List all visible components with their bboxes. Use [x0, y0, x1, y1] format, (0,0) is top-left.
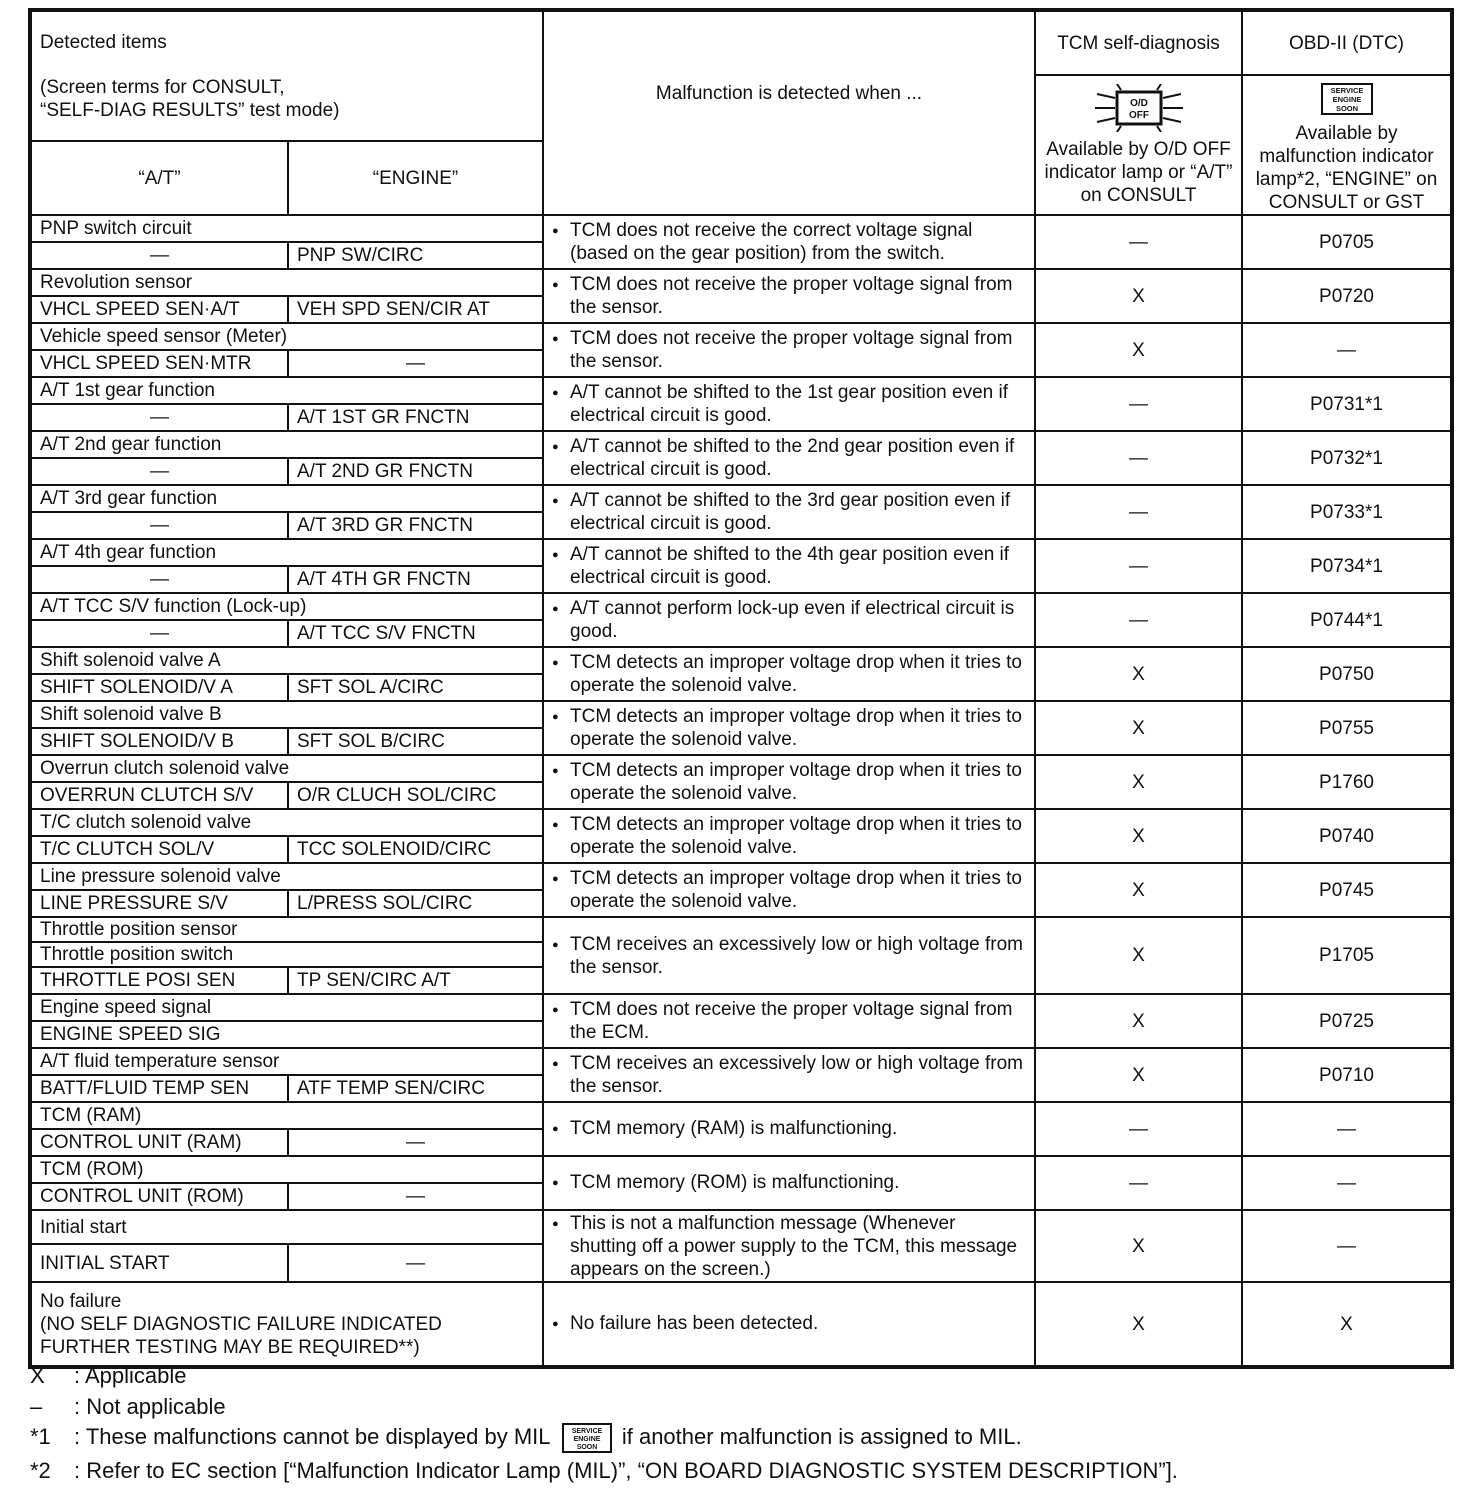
tcm-value: X [1035, 1282, 1242, 1367]
tcm-value: X [1035, 809, 1242, 863]
at-term: — [30, 512, 288, 539]
item-name: Vehicle speed sensor (Meter) [30, 323, 543, 350]
malfunction-text: No failure has been detected. [570, 1313, 819, 1334]
malfunction-cell [543, 994, 1035, 1048]
engine-term: VEH SPD SEN/CIR AT [288, 296, 543, 323]
table-row [30, 593, 1452, 620]
malfunction-cell [543, 323, 1035, 377]
malfunction-cell [543, 917, 1035, 994]
service-engine-soon-icon [562, 1423, 612, 1453]
malfunction-text: TCM does not receive the correct voltage signal (based on the gear position) from the switch. [570, 220, 973, 264]
engine-term: PNP SW/CIRC [288, 242, 543, 269]
obd-value: — [1242, 1156, 1452, 1210]
malfunction-cell [543, 809, 1035, 863]
malfunction-cell [543, 377, 1035, 431]
obd-value: P0732*1 [1242, 431, 1452, 485]
svg-text:ENGINE: ENGINE [573, 1436, 601, 1443]
obd-value: P0731*1 [1242, 377, 1452, 431]
at-term: — [30, 458, 288, 485]
malfunction-text: TCM memory (ROM) is malfunctioning. [570, 1172, 900, 1193]
table-row [30, 809, 1452, 836]
malfunction-cell [543, 215, 1035, 269]
obd-value: P1705 [1242, 917, 1452, 994]
svg-text:SERVICE: SERVICE [571, 1428, 603, 1435]
malfunction-text: A/T cannot be shifted to the 2nd gear position even if electrical circuit is good. [570, 436, 1015, 480]
no-failure-line: No failure [40, 1290, 122, 1312]
span-term: ENGINE SPEED SIG [30, 1021, 543, 1048]
malfunction-text: A/T cannot be shifted to the 1st gear position even if electrical circuit is good. [570, 382, 1008, 426]
tcm-value: X [1035, 323, 1242, 377]
bullet-icon: ● [552, 441, 559, 453]
table-row [30, 1102, 1452, 1129]
tcm-value: X [1035, 917, 1242, 994]
at-term: VHCL SPEED SEN·A/T [30, 296, 288, 323]
engine-term: TP SEN/CIRC A/T [288, 967, 543, 994]
tcm-self-diag-header: TCM self-diagnosis [1035, 10, 1242, 75]
tcm-value: X [1035, 755, 1242, 809]
engine-term: A/T 4TH GR FNCTN [288, 566, 543, 593]
obd-lamp-cell [1242, 75, 1452, 215]
no-failure-line: (NO SELF DIAGNOSTIC FAILURE INDICATED [40, 1313, 442, 1335]
tcm-lamp-cell [1035, 75, 1242, 215]
malfunction-cell [543, 593, 1035, 647]
od-off-lamp-icon [1091, 84, 1187, 132]
engine-term: A/T 3RD GR FNCTN [288, 512, 543, 539]
malfunction-text: TCM does not receive the proper voltage signal from the sensor. [570, 328, 1013, 372]
obd-header: OBD-II (DTC) [1242, 10, 1452, 75]
svg-text:O/D: O/D [1129, 98, 1148, 109]
tcm-value: — [1035, 539, 1242, 593]
table-row [30, 485, 1452, 512]
at-term: T/C CLUTCH SOL/V [30, 836, 288, 863]
malfunction-text: A/T cannot be shifted to the 3rd gear position even if electrical circuit is good. [570, 490, 1011, 534]
item-name: Engine speed signal [30, 994, 543, 1021]
malfunction-text: TCM receives an excessively low or high voltage from the sensor. [570, 933, 1024, 978]
tcm-desc: Available by O/D OFF indicator lamp or “A/T” on CONSULT [1044, 139, 1233, 206]
tcm-value: X [1035, 1048, 1242, 1102]
bullet-icon: ● [552, 765, 559, 777]
detected-items-label: Detected items [40, 31, 167, 53]
tcm-value: — [1035, 1156, 1242, 1210]
tcm-value: — [1035, 593, 1242, 647]
at-term: — [30, 242, 288, 269]
table-row [30, 863, 1452, 890]
at-term: CONTROL UNIT (ROM) [30, 1183, 288, 1210]
at-term: — [30, 404, 288, 431]
diagnosis-table [28, 8, 1454, 1369]
col-at-header: “A/T” [30, 141, 288, 215]
obd-value: P0725 [1242, 994, 1452, 1048]
item-name: A/T 4th gear function [30, 539, 543, 566]
bullet-icon: ● [552, 1004, 559, 1016]
malfunction-cell [543, 1282, 1035, 1367]
malfunction-text: A/T cannot perform lock-up even if electrical circuit is good. [570, 598, 1015, 642]
malfunction-text: TCM receives an excessively low or high voltage from the sensor. [570, 1053, 1024, 1097]
at-term: — [30, 620, 288, 647]
engine-term: — [288, 1129, 543, 1156]
bullet-icon: ● [552, 333, 559, 345]
obd-value: — [1242, 1210, 1452, 1282]
malfunction-cell [543, 701, 1035, 755]
tcm-value: X [1035, 647, 1242, 701]
engine-term: SFT SOL B/CIRC [288, 728, 543, 755]
legend-note-1: *1 : These malfunctions cannot be displayed by MIL SERVICE ENGINE SOON if another malfunction is assigned to MIL. [30, 1423, 1022, 1451]
engine-term: ATF TEMP SEN/CIRC [288, 1075, 543, 1102]
svg-text:SOON: SOON [576, 1444, 598, 1451]
malfunction-cell [543, 539, 1035, 593]
bullet-icon: ● [552, 279, 559, 291]
obd-value: P0744*1 [1242, 593, 1452, 647]
table-row [30, 1282, 1452, 1367]
service-engine-soon-icon [1320, 82, 1374, 116]
table-row [30, 755, 1452, 782]
legend-note-2: *2 : Refer to EC section [“Malfunction Indicator Lamp (MIL)”, “ON BOARD DIAGNOSTIC SYSTEM DESCRIPTION”]. [30, 1458, 1178, 1483]
engine-term: — [288, 350, 543, 377]
bullet-icon: ● [552, 819, 559, 831]
no-failure-line: FURTHER TESTING MAY BE REQUIRED**) [40, 1336, 420, 1358]
svg-text:SOON: SOON [1335, 104, 1358, 113]
malfunction-cell [543, 431, 1035, 485]
malfunction-text: TCM detects an improper voltage drop when it tries to operate the solenoid valve. [570, 868, 1022, 912]
bullet-icon: ● [552, 1058, 559, 1070]
table-row [30, 647, 1452, 674]
obd-value: P0755 [1242, 701, 1452, 755]
legend-applicable: X : Applicable [30, 1363, 187, 1388]
obd-value: P0733*1 [1242, 485, 1452, 539]
bullet-icon: ● [552, 1318, 559, 1330]
tcm-value: — [1035, 485, 1242, 539]
at-term: OVERRUN CLUTCH S/V [30, 782, 288, 809]
at-term: INITIAL START [30, 1244, 288, 1282]
malfunction-text: TCM detects an improper voltage drop when it tries to operate the solenoid valve. [570, 814, 1022, 858]
malfunction-cell [543, 269, 1035, 323]
tcm-value: X [1035, 994, 1242, 1048]
legend-not-applicable: – : Not applicable [30, 1394, 226, 1419]
bullet-icon: ● [552, 873, 559, 885]
no-failure-item [30, 1282, 543, 1367]
svg-text:OFF: OFF [1128, 110, 1149, 121]
bullet-icon: ● [552, 603, 559, 615]
tcm-value: X [1035, 863, 1242, 917]
obd-value: P0745 [1242, 863, 1452, 917]
malfunction-text: TCM detects an improper voltage drop when it tries to operate the solenoid valve. [570, 760, 1022, 804]
table-row [30, 431, 1452, 458]
tcm-value: — [1035, 377, 1242, 431]
screen-terms-label: (Screen terms for CONSULT, [40, 76, 285, 98]
malfunction-cell [543, 863, 1035, 917]
engine-term: — [288, 1244, 543, 1282]
malfunction-text: TCM memory (RAM) is malfunctioning. [570, 1118, 898, 1139]
table-row [30, 539, 1452, 566]
item-name: A/T fluid temperature sensor [30, 1048, 543, 1075]
malfunction-text: TCM detects an improper voltage drop when it tries to operate the solenoid valve. [570, 652, 1022, 696]
item-name: TCM (RAM) [30, 1102, 543, 1129]
malfunction-cell [543, 1210, 1035, 1282]
bullet-icon: ● [552, 711, 559, 723]
malfunction-text: This is not a malfunction message (Whenever shutting off a power supply to the TCM, this message appears on the screen.) [570, 1212, 1018, 1280]
malfunction-text: A/T cannot be shifted to the 4th gear position even if electrical circuit is good. [570, 544, 1010, 588]
item-name: A/T TCC S/V function (Lock-up) [30, 593, 543, 620]
table-row [30, 701, 1452, 728]
obd-value: P0740 [1242, 809, 1452, 863]
svg-text:SERVICE: SERVICE [1330, 86, 1363, 95]
item-name: Revolution sensor [30, 269, 543, 296]
engine-term: TCC SOLENOID/CIRC [288, 836, 543, 863]
item-name: Initial start [30, 1210, 543, 1244]
bullet-icon: ● [552, 225, 559, 237]
engine-term: L/PRESS SOL/CIRC [288, 890, 543, 917]
bullet-icon: ● [552, 387, 559, 399]
at-term: THROTTLE POSI SEN [30, 967, 288, 994]
obd-value: — [1242, 1102, 1452, 1156]
item-name: T/C clutch solenoid valve [30, 809, 543, 836]
obd-value: P0734*1 [1242, 539, 1452, 593]
malfunction-cell [543, 647, 1035, 701]
table-row [30, 323, 1452, 350]
table-row [30, 377, 1452, 404]
at-term: VHCL SPEED SEN·MTR [30, 350, 288, 377]
item-name: Throttle position switch [30, 942, 543, 967]
item-name: PNP switch circuit [30, 215, 543, 242]
engine-term: A/T TCC S/V FNCTN [288, 620, 543, 647]
table-row [30, 994, 1452, 1021]
obd-value: P0750 [1242, 647, 1452, 701]
tcm-value: — [1035, 431, 1242, 485]
malfunction-cell [543, 485, 1035, 539]
obd-value: P0710 [1242, 1048, 1452, 1102]
table-row [30, 1156, 1452, 1183]
obd-value: — [1242, 323, 1452, 377]
at-term: — [30, 566, 288, 593]
table-row [30, 1210, 1452, 1244]
table-row [30, 269, 1452, 296]
malfunction-header: Malfunction is detected when ... [543, 10, 1035, 215]
obd-value: P1760 [1242, 755, 1452, 809]
engine-term: A/T 2ND GR FNCTN [288, 458, 543, 485]
malfunction-text: TCM detects an improper voltage drop when it tries to operate the solenoid valve. [570, 706, 1022, 750]
at-term: LINE PRESSURE S/V [30, 890, 288, 917]
item-name: A/T 3rd gear function [30, 485, 543, 512]
detected-items-header [30, 10, 543, 141]
tcm-value: X [1035, 701, 1242, 755]
bullet-icon: ● [552, 495, 559, 507]
tcm-value: X [1035, 1210, 1242, 1282]
at-term: SHIFT SOLENOID/V A [30, 674, 288, 701]
table-row [30, 1048, 1452, 1075]
tcm-value: — [1035, 1102, 1242, 1156]
item-name: Throttle position sensor [30, 917, 543, 942]
malfunction-text: TCM does not receive the proper voltage signal from the ECM. [570, 999, 1013, 1043]
item-name: Shift solenoid valve B [30, 701, 543, 728]
at-term: BATT/FLUID TEMP SEN [30, 1075, 288, 1102]
svg-text:ENGINE: ENGINE [1332, 95, 1361, 104]
engine-term: O/R CLUCH SOL/CIRC [288, 782, 543, 809]
malfunction-cell [543, 1102, 1035, 1156]
obd-value: X [1242, 1282, 1452, 1367]
malfunction-cell [543, 755, 1035, 809]
at-term: SHIFT SOLENOID/V B [30, 728, 288, 755]
bullet-icon: ● [552, 938, 559, 951]
engine-term: SFT SOL A/CIRC [288, 674, 543, 701]
engine-term: A/T 1ST GR FNCTN [288, 404, 543, 431]
item-name: Overrun clutch solenoid valve [30, 755, 543, 782]
engine-term: — [288, 1183, 543, 1210]
item-name: A/T 2nd gear function [30, 431, 543, 458]
item-name: Line pressure solenoid valve [30, 863, 543, 890]
table-row [30, 215, 1452, 242]
bullet-icon: ● [552, 549, 559, 561]
item-name: Shift solenoid valve A [30, 647, 543, 674]
malfunction-text: TCM does not receive the proper voltage signal from the sensor. [570, 274, 1013, 318]
screen-terms-label-2: “SELF-DIAG RESULTS” test mode) [40, 99, 340, 121]
bullet-icon: ● [552, 1177, 559, 1189]
obd-value: P0705 [1242, 215, 1452, 269]
item-name: A/T 1st gear function [30, 377, 543, 404]
bullet-icon: ● [552, 1217, 559, 1230]
at-term: CONTROL UNIT (RAM) [30, 1129, 288, 1156]
malfunction-cell [543, 1156, 1035, 1210]
malfunction-cell [543, 1048, 1035, 1102]
table-row [30, 917, 1452, 942]
tcm-value: X [1035, 269, 1242, 323]
tcm-value: — [1035, 215, 1242, 269]
col-engine-header: “ENGINE” [288, 141, 543, 215]
item-name: TCM (ROM) [30, 1156, 543, 1183]
obd-desc: Available by malfunction indicator lamp*2, “ENGINE” on CONSULT or GST [1255, 123, 1438, 213]
bullet-icon: ● [552, 657, 559, 669]
obd-value: P0720 [1242, 269, 1452, 323]
bullet-icon: ● [552, 1123, 559, 1135]
